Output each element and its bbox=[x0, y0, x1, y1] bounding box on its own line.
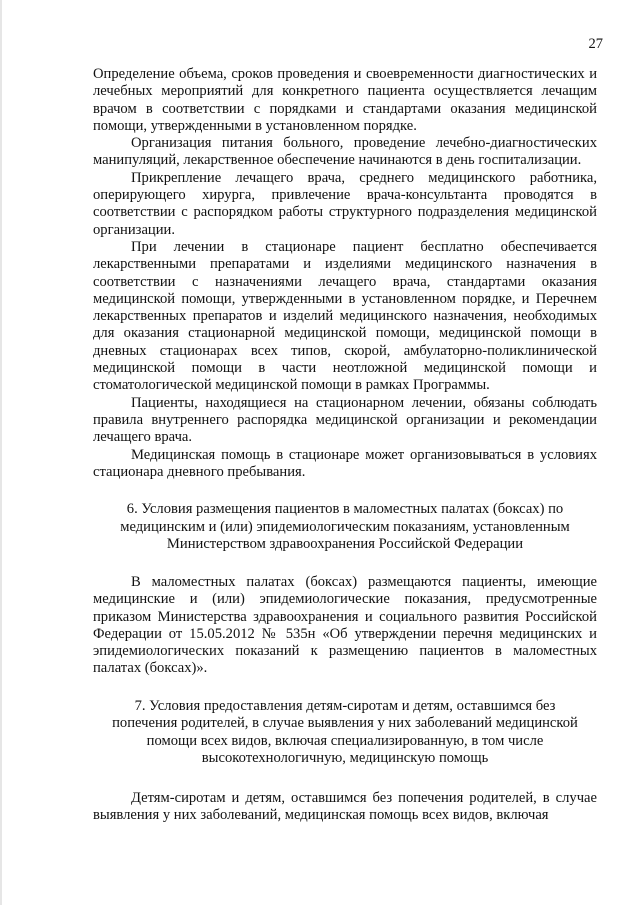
section-6-heading-line: 6. Условия размещения пациентов в маломестных палатах (боксах) по bbox=[126, 501, 564, 518]
paragraph-diagnostics-scope: Определение объема, сроков проведения и своевременности диагностических и лечебных мероприятий для конкретного пациента осуществляется лечащим врачом в соответствии с порядками и стандартами оказания медицинской помощи, утвержденными в установленном порядке. bbox=[93, 66, 597, 134]
section-6-heading-line: Министерством здравоохранения Российской Федерации bbox=[166, 536, 524, 553]
section-7-body: Детям-сиротам и детям, оставшимся без попечения родителей, в случае выявления у них заболеваний, медицинская помощь всех видов, включая bbox=[93, 790, 597, 824]
scan-edge bbox=[0, 0, 2, 905]
section-7-heading-line: высокотехнологичную, медицинскую помощь bbox=[201, 750, 489, 767]
section-6-heading bbox=[93, 501, 597, 554]
paragraph-nutrition: Организация питания больного, проведение лечебно-диагностических манипуляций, лекарственное обеспечение начинаются в день госпитализации. bbox=[93, 135, 597, 169]
section-7-heading-line: попечения родителей, в случае выявления у них заболеваний медицинской bbox=[112, 715, 578, 732]
section-6-heading-line: медицинским и (или) эпидемиологическим показаниям, установленным bbox=[120, 518, 570, 535]
paragraph-day-hospital: Медицинская помощь в стационаре может организовываться в условиях стационара дневного пребывания. bbox=[93, 446, 597, 480]
section-7-heading-line: помощи всех видов, включая специализированную, в том числе bbox=[146, 732, 544, 749]
section-7-heading-line: 7. Условия предоставления детям-сиротам и детям, оставшимся без bbox=[134, 697, 556, 714]
page-number: 27 bbox=[588, 36, 603, 52]
section-7-heading bbox=[93, 698, 597, 768]
section-6-body: В маломестных палатах (боксах) размещаются пациенты, имеющие медицинские и (или) эпидемиологические показания, предусмотренные приказом Министерства здравоохранения и социального развития Российской Федерации от 15.05.2012 № 535н «Об утверждении перечня медицинских и эпидемиологических показаний к размещению пациентов в маломестных палатах (боксах)». bbox=[93, 573, 597, 677]
paragraph-patient-obligations: Пациенты, находящиеся на стационарном лечении, обязаны соблюдать правила внутреннего распорядка медицинской организации и рекомендации лечащего врача. bbox=[93, 394, 597, 446]
paragraph-doctor-assignment: Прикрепление лечащего врача, среднего медицинского работника, оперирующего хирурга, привлечение врача-консультанта проводятся в соответствии с распорядком работы структурного подразделения медицинской организации. bbox=[93, 169, 597, 238]
document-body bbox=[93, 66, 597, 825]
paragraph-medication-supply: При лечении в стационаре пациент бесплатно обеспечивается лекарственными препаратами и изделиями медицинского назначения в соответствии с назначениями лечащего врача, стандартами оказания медицинской помощи, утвержденными в установленном порядке, и Перечнем лекарственных препаратов и изделий медицинского назначения, необходимых для оказания стационарной медицинской помощи, медицинской помощи в дневных стационарах всех типов, скорой, амбулаторно-поликлинической медицинской помощи в части неотложной медицинской помощи и стоматологической медицинской помощи в рамках Программы. bbox=[93, 238, 597, 394]
